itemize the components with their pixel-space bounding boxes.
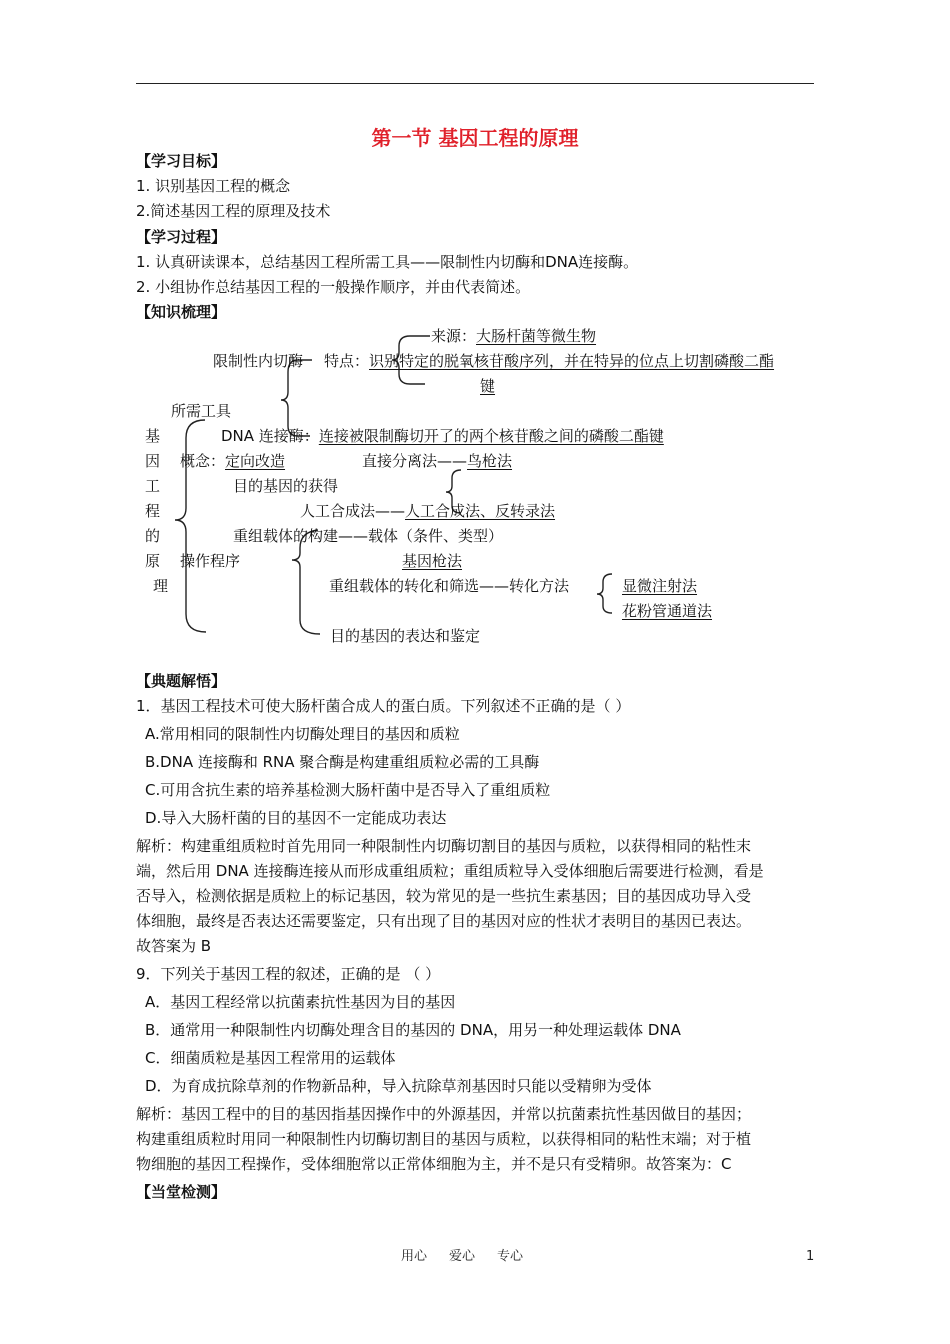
option: B.DNA 连接酶和 RNA 聚合酶是构建重组质粒必需的工具酶 [145, 753, 540, 771]
direct-line: 直接分离法——鸟枪法 [362, 452, 513, 470]
goals-heading: 【学习目标】 [136, 152, 227, 170]
knowledge-heading: 【知识梳理】 [136, 303, 227, 321]
process-heading: 【学习过程】 [136, 228, 227, 246]
analysis-line: 物细胞的基因工程操作，受体细胞常以正常体细胞为主，并不是只有受精卵。故答案为：C [136, 1155, 732, 1173]
analysis-line: 端，然后用 DNA 连接酶连接从而形成重组质粒；重组质粒导入受体细胞后需要进行检测，看是 [136, 862, 764, 880]
brace-method [597, 574, 612, 613]
procedure-label: 操作程序 [180, 552, 241, 570]
tools-label: 所需工具 [171, 402, 232, 420]
option: A.常用相同的限制性内切酶处理目的基因和质粒 [145, 725, 460, 743]
examples-heading: 【典题解悟】 [136, 672, 227, 690]
option: D．为育成抗除草剂的作物新品种，导入抗除草剂基因时只能以受精卵为受体 [145, 1077, 652, 1095]
vertical-char: 基 [145, 427, 161, 445]
vertical-char: 的 [145, 527, 161, 545]
source-label: 来源：大肠杆菌等微生物 [431, 327, 597, 345]
artificial-line: 人工合成法——人工合成法、反转录法 [300, 502, 556, 520]
vertical-char: 理 [153, 577, 169, 595]
goal-item: 2.简述基因工程的原理及技术 [136, 202, 331, 220]
footer-word: 用心 [401, 1249, 428, 1264]
footer-word: 专心 [497, 1249, 524, 1264]
option: C．细菌质粒是基因工程常用的运载体 [145, 1049, 396, 1067]
analysis-line: 解析：基因工程中的目的基因指基因操作中的外源基因，并常以抗菌素抗性基因做目的基因； [136, 1105, 752, 1123]
micro-injection: 显微注射法 [622, 577, 698, 595]
process-item: 2. 小组协作总结基因工程的一般操作顺序，并由代表简述。 [136, 278, 531, 296]
restriction-enzyme: 限制性内切酶 [213, 352, 304, 370]
transform-line: 重组载体的转化和筛选——转化方法 [329, 577, 570, 595]
process-item: 1. 认真研读课本，总结基因工程所需工具——限制性内切酶和DNA连接酶。 [136, 253, 639, 271]
option: C.可用含抗生素的培养基检测大肠杆菌中是否导入了重组质粒 [145, 781, 551, 799]
feature-line: 特点：识别特定的脱氧核苷酸序列，并在特异的位点上切割磷酸二酯 [324, 352, 775, 370]
analysis-line: 构建重组质粒时用同一种限制性内切酶切割目的基因与质粒，以获得相同的粘性末端；对于植 [136, 1130, 752, 1148]
gene-get: 目的基因的获得 [233, 477, 339, 495]
option: B．通常用一种限制性内切酶处理含目的基因的 DNA，用另一种处理运载体 DNA [145, 1021, 681, 1039]
goal-item: 1. 识别基因工程的概念 [136, 177, 291, 195]
footer-word: 爱心 [449, 1249, 476, 1264]
pollen-tube: 花粉管通道法 [622, 602, 713, 620]
concept-line: 概念：定向改造 [180, 452, 286, 470]
recombine-line: 重组载体的构建——载体（条件、类型） [233, 527, 504, 545]
vertical-char: 因 [145, 452, 161, 470]
analysis-line: 否导入，检测依据是质粒上的标记基因，较为常见的是一些抗生素基因；目的基因成功导入受 [136, 887, 752, 905]
question-stem: 9．下列关于基因工程的叙述，正确的是 （ ） [136, 965, 441, 983]
gene-gun: 基因枪法 [402, 552, 463, 570]
page-title: 第一节 基因工程的原理 [371, 126, 579, 150]
check-heading: 【当堂检测】 [136, 1183, 227, 1201]
vertical-char: 程 [145, 502, 161, 520]
analysis-line: 解析：构建重组质粒时首先用同一种限制性内切酶切割目的基因与质粒，以获得相同的粘性末 [136, 837, 752, 855]
ligase-line: DNA 连接酶：连接被限制酶切开了的两个核苷酸之间的磷酸二酯键 [221, 427, 664, 445]
analysis-line: 故答案为 B [136, 937, 212, 955]
vertical-char: 原 [145, 552, 161, 570]
vertical-char: 工 [145, 477, 161, 495]
feature-line-end: 键 [480, 377, 496, 395]
question-stem: 1．基因工程技术可使大肠杆菌合成人的蛋白质。下列叙述不正确的是（ ） [136, 697, 631, 715]
footer-motto [401, 1248, 523, 1266]
option: D.导入大肠杆菌的目的基因不一定能成功表达 [145, 809, 447, 827]
analysis-line: 体细胞，最终是否表达还需要鉴定，只有出现了目的基因对应的性状才表明目的基因已表达。 [136, 912, 752, 930]
page-number: 1 [806, 1249, 815, 1264]
express-line: 目的基因的表达和鉴定 [330, 627, 481, 645]
option: A．基因工程经常以抗菌素抗性基因为目的基因 [145, 993, 456, 1011]
